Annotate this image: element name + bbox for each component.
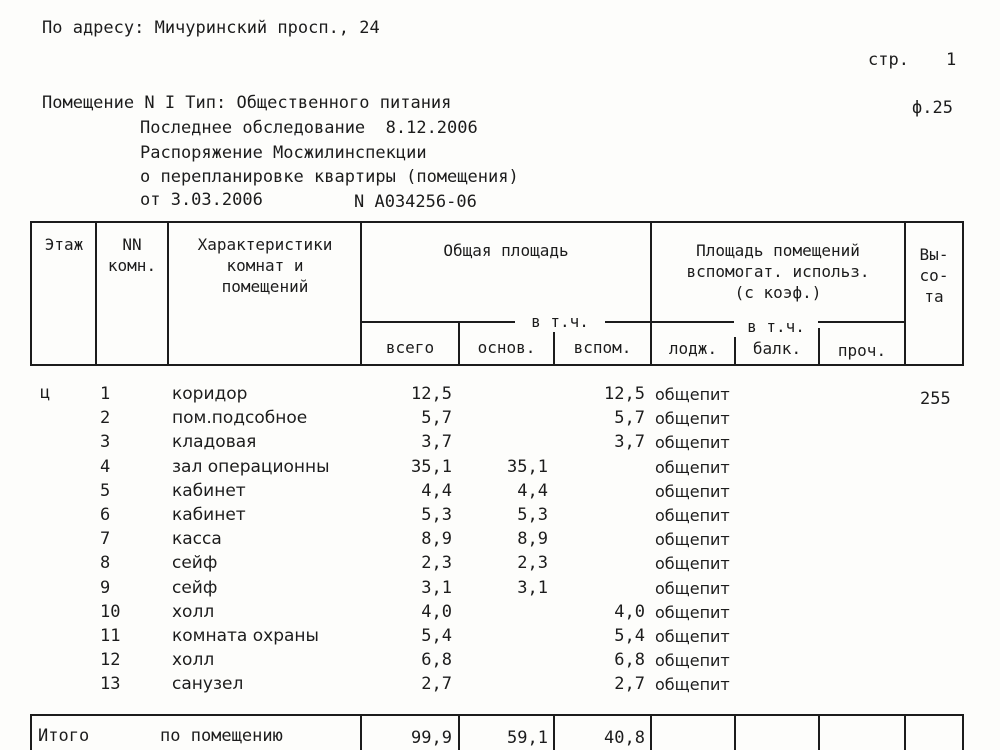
cell-use: общепит bbox=[655, 627, 730, 646]
cell-total: 6,8 bbox=[421, 650, 452, 671]
cell-main: 35,1 bbox=[507, 456, 548, 477]
header-balcony: балк. bbox=[752, 339, 802, 358]
cell-name: кабинет bbox=[172, 480, 246, 501]
cell-name: холл bbox=[172, 601, 215, 622]
cell-use: общепит bbox=[655, 554, 730, 574]
header-characteristics: Характеристики комнат и помещений bbox=[197, 235, 333, 296]
order-date: от 3.03.2006 bbox=[140, 190, 263, 210]
cell-n: 13 bbox=[100, 674, 121, 695]
cell-use: общепит bbox=[655, 409, 730, 429]
cell-total: 3,1 bbox=[421, 577, 452, 598]
cell-aux: 5,7 bbox=[614, 408, 645, 429]
cell-total: 3,7 bbox=[421, 432, 452, 453]
floor-value: ц bbox=[40, 383, 51, 403]
cell-main: 3,1 bbox=[517, 577, 548, 598]
cell-use: общепит bbox=[655, 457, 730, 477]
cell-n: 9 bbox=[100, 577, 111, 598]
cell-total: 8,9 bbox=[421, 529, 452, 550]
cell-n: 10 bbox=[100, 601, 121, 622]
header-total: всего bbox=[385, 338, 435, 357]
totals-sublabel: по помещению bbox=[160, 726, 283, 746]
cell-use: общепит bbox=[655, 578, 730, 598]
cell-total: 5,3 bbox=[421, 505, 452, 525]
cell-use: общепит bbox=[655, 433, 730, 453]
totals-label: Итого bbox=[38, 726, 90, 746]
cell-n: 3 bbox=[100, 432, 111, 453]
cell-total: 4,0 bbox=[421, 601, 452, 622]
cell-use: общепит bbox=[655, 675, 730, 695]
header-height: Вы- со- та bbox=[919, 245, 949, 306]
cell-n: 1 bbox=[100, 384, 111, 404]
totals-total: 99,9 bbox=[411, 728, 452, 748]
header-aux: вспом. bbox=[573, 338, 632, 357]
premises-line: Помещение N I Тип: Общественного питания bbox=[42, 93, 452, 113]
cell-main: 8,9 bbox=[517, 529, 548, 550]
last-survey: Последнее обследование 8.12.2006 bbox=[140, 118, 478, 138]
header-floor: Этаж bbox=[44, 235, 84, 254]
order-number: N А034256-06 bbox=[354, 192, 477, 212]
header-incl-2: в т.ч. bbox=[734, 316, 818, 337]
cell-aux: 6,8 bbox=[614, 650, 645, 671]
page-number: 1 bbox=[946, 50, 957, 70]
header-total-area: Общая площадь bbox=[443, 241, 569, 260]
cell-total: 35,1 bbox=[411, 456, 452, 477]
cell-total: 12,5 bbox=[411, 384, 452, 404]
cell-aux: 2,7 bbox=[614, 674, 645, 695]
cell-name: касса bbox=[172, 529, 222, 550]
totals-aux: 40,8 bbox=[604, 728, 645, 748]
cell-use: общепит bbox=[655, 481, 730, 501]
cell-total: 5,4 bbox=[421, 626, 452, 646]
header-incl: в т.ч. bbox=[515, 311, 605, 332]
cell-name: сейф bbox=[172, 553, 218, 574]
cell-n: 12 bbox=[100, 650, 121, 671]
cell-n: 4 bbox=[100, 456, 111, 477]
cell-total: 4,4 bbox=[421, 480, 452, 501]
cell-name: комната охраны bbox=[172, 626, 319, 646]
cell-use: общепит bbox=[655, 506, 730, 525]
cell-name: санузел bbox=[172, 674, 244, 695]
cell-total: 2,7 bbox=[421, 674, 452, 695]
cell-use: общепит bbox=[655, 602, 730, 622]
cell-aux: 5,4 bbox=[614, 626, 645, 646]
cell-name: зал операционны bbox=[172, 456, 330, 477]
order-line-1: Распоряжение Мосжилинспекции bbox=[140, 143, 427, 163]
cell-main: 5,3 bbox=[517, 505, 548, 525]
cell-aux: 3,7 bbox=[614, 432, 645, 453]
header-aux-area: Площадь помещений вспомогат. использ. (с коэф.) bbox=[686, 241, 870, 302]
page-label: стр. bbox=[868, 50, 909, 70]
cell-n: 7 bbox=[100, 529, 111, 550]
cell-name: коридор bbox=[172, 384, 248, 404]
cell-name: пом.подсобное bbox=[172, 408, 308, 429]
cell-n: 8 bbox=[100, 553, 111, 574]
cell-n: 5 bbox=[100, 480, 111, 501]
form-code: ф.25 bbox=[912, 98, 953, 118]
height-value: 255 bbox=[920, 389, 951, 409]
cell-use: общепит bbox=[655, 530, 730, 550]
cell-name: холл bbox=[172, 650, 215, 671]
cell-n: 11 bbox=[100, 626, 121, 646]
header-loggia: лодж. bbox=[668, 339, 718, 358]
header-rooms-no: NN комн. bbox=[107, 235, 157, 275]
cell-use: общепит bbox=[655, 651, 730, 671]
header-other: проч. bbox=[837, 341, 887, 360]
address-line: По адресу: Мичуринский просп., 24 bbox=[42, 18, 380, 38]
cell-name: кабинет bbox=[172, 505, 246, 525]
totals-main: 59,1 bbox=[507, 728, 548, 748]
cell-name: кладовая bbox=[172, 432, 257, 453]
cell-aux: 4,0 bbox=[614, 601, 645, 622]
cell-total: 5,7 bbox=[421, 408, 452, 429]
cell-n: 2 bbox=[100, 408, 111, 429]
cell-main: 4,4 bbox=[517, 480, 548, 501]
order-line-2: о перепланировке квартиры (помещения) bbox=[140, 167, 519, 187]
cell-use: общепит bbox=[655, 385, 730, 404]
header-main: основ. bbox=[477, 338, 536, 357]
cell-total: 2,3 bbox=[421, 553, 452, 574]
cell-name: сейф bbox=[172, 577, 218, 598]
cell-aux: 12,5 bbox=[604, 384, 645, 404]
cell-n: 6 bbox=[100, 505, 111, 525]
cell-main: 2,3 bbox=[517, 553, 548, 574]
